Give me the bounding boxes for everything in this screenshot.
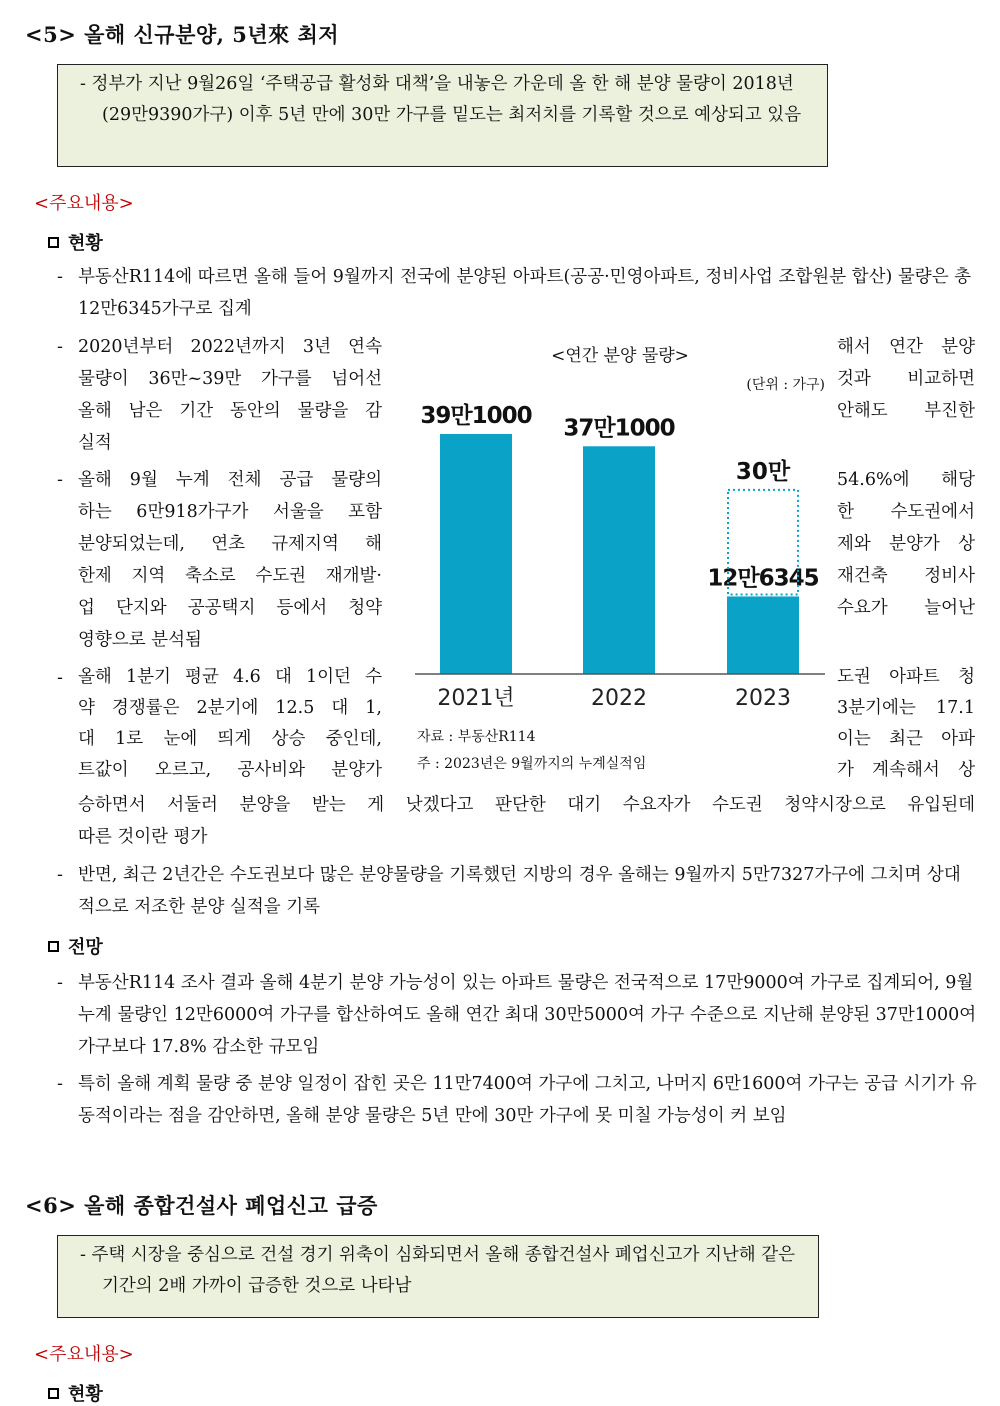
- checkbox-square-icon: [48, 1388, 59, 1399]
- p2-right-line-0: 해서 연간 분양: [837, 337, 975, 357]
- paragraph-7-text: 특히 올해 계획 물량 중 분양 일정이 잡힌 곳은 11만7400여 가구에 그치고, 나머지 6만1600여 가구는 공급 시기가 유동적이라는 점을 감안하면, 올해 분양 물량은 5년 만에 30만 가구에 못 미칠 가능성이 커 보임: [78, 1074, 977, 1126]
- annual-supply-chart: [405, 335, 835, 780]
- section6-summary-box: [57, 1235, 819, 1318]
- dash-p3: -: [57, 470, 63, 490]
- p4-full-line-1: 따른 것이란 평가: [78, 827, 208, 847]
- checkbox-square-icon: [48, 237, 59, 248]
- outlook-label: 전망: [68, 937, 103, 958]
- section6-title: <6> 올해 종합건설사 폐업신고 급증: [25, 1193, 378, 1218]
- p3-right-line-2: 제와 분양가 상: [837, 534, 975, 554]
- section5-summary-box: [57, 64, 828, 167]
- p3-right-line-0: 54.6%에 해당: [837, 470, 975, 490]
- p2-right-line-2: 안해도 부진한: [837, 401, 975, 421]
- paragraph-6: - 부동산R114 조사 결과 올해 4분기 분양 가능성이 있는 아파트 물량은 전국적으로 17만9000여 가구로 집계되어, 9월 누계 물량인 12만6000여 가구를 합산하여도 올해 연간 최대 30만5000여 가구 수준으로 지난해 분양된 37만1000여 가구보다 17.8% 감소한 규모임: [57, 967, 977, 1063]
- p3-left-line-0: 올해 9월 누계 전체 공급 물량의: [78, 470, 382, 490]
- x-tick-label: 2022: [591, 686, 647, 711]
- p2-left-line-0: 2020년부터 2022년까지 3년 연속: [78, 337, 382, 357]
- p3-left-line-5: 영향으로 분석됨: [78, 630, 202, 650]
- section6-current-status-heading: [48, 1380, 103, 1406]
- current-status-label: 현황: [68, 233, 103, 254]
- p3-left-line-1: 하는 6만918가구가 서울을 포함: [78, 502, 382, 522]
- p4-right-line-1: 3분기에는 17.1: [837, 698, 975, 718]
- chart-source: 자료 : 부동산R114: [417, 729, 536, 745]
- chart-title: <연간 분양 물량>: [551, 346, 689, 366]
- p2-left-line-3: 실적: [78, 433, 112, 453]
- bar-2022: [583, 446, 655, 674]
- paragraph-1: - 부동산R114에 따르면 올해 들어 9월까지 전국에 분양된 아파트(공공·민영아파트, 정비사업 조합원분 합산) 물량은 총 12만6345가구로 집계: [57, 261, 977, 325]
- p4-left-line-3: 트값이 오르고, 공사비와 분양가: [78, 760, 382, 780]
- x-tick-label: 2021년: [437, 686, 515, 711]
- p3-right-line-1: 한 수도권에서: [837, 502, 975, 522]
- p4-left-line-1: 약 경쟁률은 2분기에 12.5 대 1,: [78, 698, 382, 718]
- checkbox-square-icon: [48, 941, 59, 952]
- p3-left-line-2: 분양되었는데, 연초 규제지역 해: [78, 534, 382, 554]
- section6-main-content-heading: <주요내용>: [34, 1344, 134, 1365]
- section5-summary-text: - 정부가 지난 9월26일 ‘주택공급 활성화 대책’을 내놓은 가운데 올 한 해 분양 물량이 2018년(29만9390가구) 이후 5년 만에 30만 가구를 밑도는 최저치를 기록할 것으로 예상되고 있음: [80, 74, 802, 125]
- paragraph-6-text: 부동산R114 조사 결과 올해 4분기 분양 가능성이 있는 아파트 물량은 전국적으로 17만9000여 가구로 집계되어, 9월 누계 물량인 12만6000여 가구를 합산하여도 올해 연간 최대 30만5000여 가구 수준으로 지난해 분양된 37만1000여 가구보다 17.8% 감소한 규모임: [78, 973, 977, 1057]
- current-status-heading: [48, 229, 103, 255]
- bar-2021년: [440, 434, 512, 674]
- bar-value-label: 37만1000: [563, 415, 675, 442]
- x-tick-label: 2023: [735, 686, 791, 711]
- bar-value-label: 39만1000: [420, 403, 532, 429]
- chart-unit: (단위 : 가구): [746, 377, 825, 393]
- dash-p4: -: [57, 668, 63, 688]
- p3-left-line-3: 한제 지역 축소로 수도권 재개발·: [78, 566, 382, 586]
- bar-value-label: 12만6345: [707, 565, 819, 592]
- bar-2023: [727, 596, 799, 674]
- section6-summary-text: - 주택 시장을 중심으로 건설 경기 위축이 심화되면서 올해 종합건설사 폐업신고가 지난해 같은 기간의 2배 가까이 급증한 것으로 나타남: [80, 1245, 796, 1296]
- paragraph-1-text: 부동산R114에 따르면 올해 들어 9월까지 전국에 분양된 아파트(공공·민영아파트, 정비사업 조합원분 합산) 물량은 총 12만6345가구로 집계: [78, 267, 972, 319]
- main-content-heading: <주요내용>: [34, 193, 134, 214]
- paragraph-5-text: 반면, 최근 2년간은 수도권보다 많은 분양물량을 기록했던 지방의 경우 올해는 9월까지 5만7327가구에 그치며 상대적으로 저조한 분양 실적을 기록: [78, 865, 961, 917]
- p2-left-line-2: 올해 남은 기간 동안의 물량을 감: [78, 401, 382, 421]
- p3-left-line-4: 업 단지와 공공택지 등에서 청약: [78, 598, 382, 618]
- p3-right-line-4: 수요가 늘어난: [837, 598, 975, 618]
- p4-full-line-0: 승하면서 서둘러 분양을 받는 게 낫겠다고 판단한 대기 수요자가 수도권 청약시장으로 유입된데: [78, 795, 975, 815]
- p4-right-line-0: 도권 아파트 청: [837, 667, 975, 687]
- p2-right-line-1: 것과 비교하면: [837, 369, 975, 389]
- p4-right-line-2: 이는 최근 아파: [837, 729, 975, 749]
- chart-note: 주 : 2023년은 9월까지의 누계실적임: [417, 756, 647, 772]
- p3-right-line-3: 재건축 정비사: [837, 566, 975, 586]
- paragraph-5: - 반면, 최근 2년간은 수도권보다 많은 분양물량을 기록했던 지방의 경우 올해는 9월까지 5만7327가구에 그치며 상대적으로 저조한 분양 실적을 기록: [57, 859, 977, 923]
- paragraph-7: - 특히 올해 계획 물량 중 분양 일정이 잡힌 곳은 11만7400여 가구에 그치고, 나머지 6만1600여 가구는 공급 시기가 유동적이라는 점을 감안하면, 올해 분양 물량은 5년 만에 30만 가구에 못 미칠 가능성이 커 보임: [57, 1068, 977, 1132]
- p2-left-line-1: 물량이 36만~39만 가구를 넘어선: [78, 369, 382, 389]
- section5-title: <5> 올해 신규분양, 5년來 최저: [25, 22, 340, 47]
- projected-value-label: 30만: [735, 458, 791, 485]
- outlook-heading: [48, 933, 103, 959]
- p4-right-line-3: 가 계속해서 상: [837, 760, 975, 780]
- dash-p2: -: [57, 337, 63, 357]
- p4-left-line-0: 올해 1분기 평균 4.6 대 1이던 수: [78, 667, 382, 687]
- p4-left-line-2: 대 1로 눈에 띄게 상승 중인데,: [78, 729, 382, 749]
- section6-current-status-label: 현황: [68, 1384, 103, 1405]
